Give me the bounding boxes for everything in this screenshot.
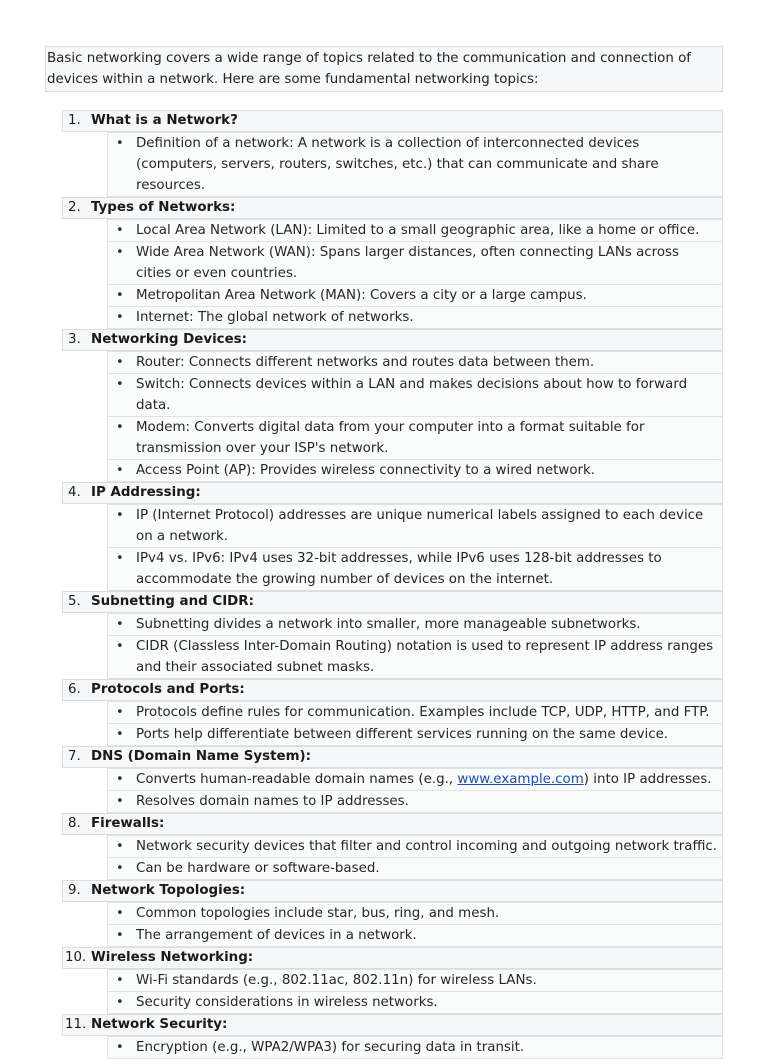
topic-item (45, 197, 723, 329)
topic-item (45, 110, 723, 197)
bullet-text: Network security devices that filter and control incoming and outgoing network traffic. (136, 839, 718, 854)
bullet-text: Security considerations in wireless networks. (136, 995, 438, 1010)
bullet-item (107, 242, 723, 285)
bullet-item (107, 132, 723, 197)
bullet-item (107, 307, 723, 329)
bullet-list (107, 969, 723, 1014)
topic-item (45, 1014, 723, 1059)
bullet-text: CIDR (Classless Inter-Domain Routing) notation is used to represent IP address ranges and their associated subnet masks. (136, 639, 714, 675)
bullet-item (107, 417, 723, 460)
bullet-list (107, 768, 723, 813)
bullet-list (107, 132, 723, 197)
bullet-item (107, 636, 723, 679)
bullet-text: Resolves domain names to IP addresses. (136, 794, 409, 809)
bullet-dot-icon: • (116, 245, 124, 260)
bullet-text: Switch: Connects devices within a LAN and makes decisions about how to forward data. (136, 377, 688, 413)
bullet-dot-icon: • (116, 420, 124, 435)
bullet-item (107, 460, 723, 482)
bullet-item (107, 374, 723, 417)
bullet-item (107, 504, 723, 548)
bullet-text: ) into IP addresses. (583, 772, 712, 787)
bullet-text: IP (Internet Protocol) addresses are unique numerical labels assigned to each device on a network. (136, 508, 704, 544)
intro-paragraph: Basic networking covers a wide range of topics related to the communication and connection of devices within a network. Here are some fundamental networking topics: (45, 46, 723, 92)
topic-heading (62, 110, 723, 132)
bullet-dot-icon: • (116, 288, 124, 303)
bullet-item (107, 613, 723, 636)
bullet-item (107, 219, 723, 242)
topic-number: 9. (68, 883, 81, 898)
bullet-dot-icon: • (116, 223, 124, 238)
bullet-dot-icon: • (116, 639, 124, 654)
topics-list (45, 110, 723, 1059)
bullet-item (107, 969, 723, 992)
bullet-item (107, 858, 723, 880)
bullet-text: Converts human-readable domain names (e.g., (136, 772, 458, 787)
bullet-dot-icon: • (116, 1040, 124, 1055)
topic-number: 10. (65, 950, 87, 965)
bullet-dot-icon: • (116, 377, 124, 392)
topic-number: 1. (68, 113, 81, 128)
bullet-text: Metropolitan Area Network (MAN): Covers a city or a large campus. (136, 288, 587, 303)
bullet-dot-icon: • (116, 136, 124, 151)
bullet-dot-icon: • (116, 928, 124, 943)
bullet-text: Definition of a network: A network is a collection of interconnected devices (computers, servers, routers, switches, etc.) that can communicate and share resources. (136, 136, 659, 193)
topic-title: Firewalls: (91, 816, 165, 831)
topic-item (45, 591, 723, 679)
topic-item (45, 880, 723, 947)
bullet-text: The arrangement of devices in a network. (136, 928, 417, 943)
bullet-list (107, 613, 723, 679)
topic-number: 8. (68, 816, 81, 831)
bullet-dot-icon: • (116, 861, 124, 876)
topic-heading (62, 813, 723, 835)
topic-number: 4. (68, 485, 81, 500)
bullet-text: Encryption (e.g., WPA2/WPA3) for securing data in transit. (136, 1040, 525, 1055)
bullet-text: Access Point (AP): Provides wireless connectivity to a wired network. (136, 463, 596, 478)
bullet-list (107, 902, 723, 947)
bullet-text: Subnetting divides a network into smaller, more manageable subnetworks. (136, 617, 641, 632)
bullet-dot-icon: • (116, 839, 124, 854)
document (45, 46, 723, 1059)
bullet-item (107, 724, 723, 746)
bullet-text: Protocols define rules for communication. Examples include TCP, UDP, HTTP, and FTP. (136, 705, 710, 720)
topic-heading (62, 679, 723, 701)
bullet-item (107, 791, 723, 813)
topic-number: 5. (68, 594, 81, 609)
bullet-text: Common topologies include star, bus, ring, and mesh. (136, 906, 500, 921)
bullet-list (107, 701, 723, 746)
bullet-item (107, 835, 723, 858)
bullet-dot-icon: • (116, 727, 124, 742)
topic-item (45, 679, 723, 746)
topic-number: 2. (68, 200, 81, 215)
topic-heading (62, 1014, 723, 1036)
bullet-dot-icon: • (116, 355, 124, 370)
bullet-text: Wide Area Network (WAN): Spans larger distances, often connecting LANs across cities or even countries. (136, 245, 679, 281)
bullet-text: Can be hardware or software-based. (136, 861, 380, 876)
bullet-text: IPv4 vs. IPv6: IPv4 uses 32-bit addresses, while IPv6 uses 128-bit addresses to accommodate the growing number of devices on the internet. (136, 551, 662, 587)
bullet-item (107, 701, 723, 724)
topic-heading (62, 197, 723, 219)
bullet-text: Internet: The global network of networks. (136, 310, 414, 325)
bullet-list (107, 835, 723, 880)
bullet-dot-icon: • (116, 906, 124, 921)
bullet-text: Router: Connects different networks and routes data between them. (136, 355, 595, 370)
topic-title: Network Security: (91, 1017, 228, 1032)
topic-number: 7. (68, 749, 81, 764)
bullet-text: Ports help differentiate between different services running on the same device. (136, 727, 669, 742)
bullet-item (107, 925, 723, 947)
bullet-dot-icon: • (116, 794, 124, 809)
example-domain-link[interactable]: www.example.com (457, 772, 584, 787)
bullet-dot-icon: • (116, 508, 124, 523)
bullet-list (107, 504, 723, 591)
bullet-dot-icon: • (116, 973, 124, 988)
bullet-dot-icon: • (116, 463, 124, 478)
topic-heading (62, 482, 723, 504)
topic-title: What is a Network? (91, 113, 238, 128)
topic-title: IP Addressing: (91, 485, 201, 500)
topic-number: 6. (68, 682, 81, 697)
bullet-dot-icon: • (116, 310, 124, 325)
topic-title: Types of Networks: (91, 200, 236, 215)
bullet-text: Local Area Network (LAN): Limited to a small geographic area, like a home or office. (136, 223, 700, 238)
bullet-item (107, 548, 723, 591)
topic-heading (62, 746, 723, 768)
topic-title: Subnetting and CIDR: (91, 594, 254, 609)
topic-item (45, 746, 723, 813)
bullet-dot-icon: • (116, 551, 124, 566)
topic-heading (62, 880, 723, 902)
bullet-item (107, 285, 723, 307)
topic-title: Network Topologies: (91, 883, 246, 898)
topic-title: Protocols and Ports: (91, 682, 245, 697)
bullet-item (107, 1036, 723, 1059)
bullet-item (107, 902, 723, 925)
topic-heading (62, 329, 723, 351)
bullet-dot-icon: • (116, 617, 124, 632)
bullet-text: Wi-Fi standards (e.g., 802.11ac, 802.11n) for wireless LANs. (136, 973, 537, 988)
bullet-dot-icon: • (116, 772, 124, 787)
bullet-item (107, 768, 723, 791)
topic-number: 11. (65, 1017, 87, 1032)
bullet-list (107, 1036, 723, 1059)
bullet-text: Modem: Converts digital data from your computer into a format suitable for transmission over your ISP's network. (136, 420, 645, 456)
topic-number: 3. (68, 332, 81, 347)
bullet-list (107, 351, 723, 482)
topic-heading (62, 947, 723, 969)
bullet-item (107, 992, 723, 1014)
topic-item (45, 482, 723, 591)
bullet-item (107, 351, 723, 374)
bullet-list (107, 219, 723, 329)
topic-item (45, 947, 723, 1014)
bullet-dot-icon: • (116, 995, 124, 1010)
topic-title: DNS (Domain Name System): (91, 749, 312, 764)
topic-item (45, 329, 723, 482)
topic-title: Wireless Networking: (91, 950, 254, 965)
topic-title: Networking Devices: (91, 332, 247, 347)
topic-heading (62, 591, 723, 613)
bullet-dot-icon: • (116, 705, 124, 720)
topic-item (45, 813, 723, 880)
